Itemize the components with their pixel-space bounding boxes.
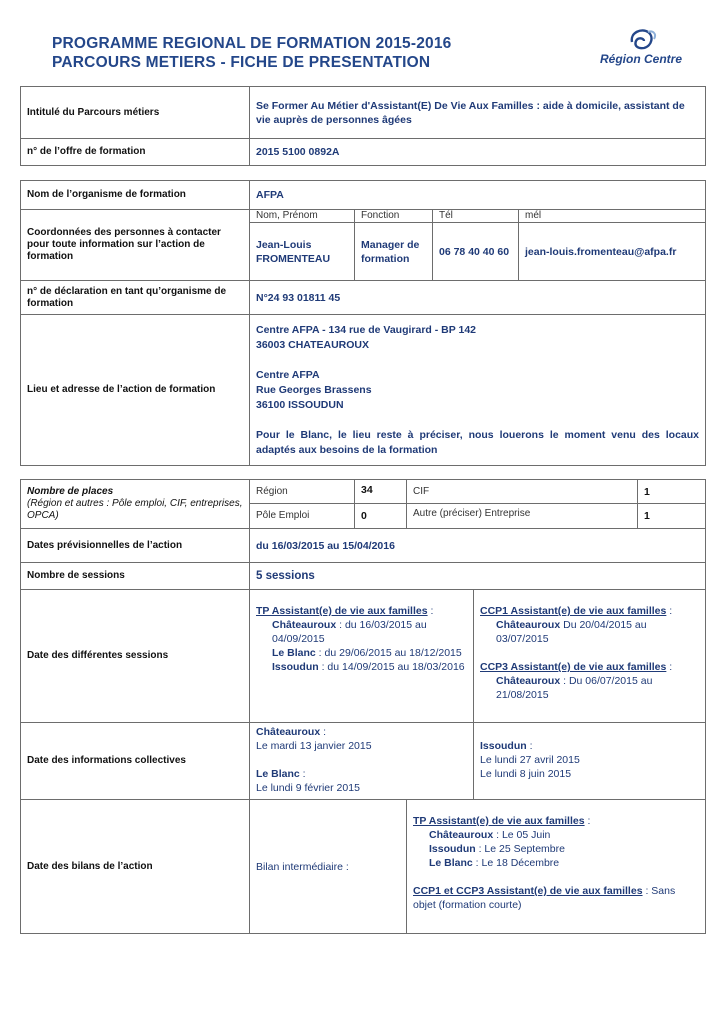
info-iss-date2: Le lundi 8 juin 2015 — [480, 768, 572, 780]
parcours-table — [20, 86, 706, 166]
contact-fonction-2: formation — [361, 252, 410, 265]
infos-right — [474, 723, 706, 800]
bilan-blanc-city: Le Blanc — [429, 857, 473, 869]
lieu-line-6: Pour le Blanc, le lieu reste à préciser, nous louerons le moment venu des locaux adaptés aux besoins de la formation — [256, 429, 699, 456]
cif-label: CIF — [407, 480, 638, 504]
page-title — [52, 34, 452, 72]
infos-left — [250, 723, 474, 800]
bilans-label: Date des bilans de l’action — [21, 800, 250, 934]
dates-label: Dates prévisionnelles de l’action — [21, 529, 250, 563]
tp-chat-dates: : du 16/03/2015 au 04/09/2015 — [272, 619, 427, 645]
autre-value: 1 — [638, 504, 706, 529]
tp-title: TP Assistant(e) de vie aux familles — [256, 605, 428, 617]
tp-iss-dates: : du 14/09/2015 au 18/03/2016 — [318, 661, 465, 673]
bilan-blanc-date: : Le 18 Décembre — [472, 857, 560, 869]
contact-prenom: Jean-Louis — [256, 238, 312, 251]
bilan-tp-colon: : — [584, 815, 591, 827]
infos-label: Date des informations collectives — [21, 723, 250, 800]
logo-text: Région Centre — [600, 52, 683, 66]
organisme-label: Nom de l’organisme de formation — [21, 181, 250, 210]
tp-chat-city: Châteauroux — [272, 619, 337, 631]
ccp3-city: Châteauroux — [496, 675, 561, 687]
info-chat-city: Châteauroux — [256, 726, 321, 738]
sessions-value: 5 sessions — [250, 563, 706, 590]
parcours-label: Intitulé du Parcours métiers — [21, 87, 250, 139]
autre-label: Autre (préciser) Entreprise — [407, 504, 638, 529]
tp-blanc-dates: : du 29/06/2015 au 18/12/2015 — [315, 647, 462, 659]
bilan-ccp-title: CCP1 et CCP3 Assistant(e) de vie aux familles — [413, 885, 643, 897]
tp-sessions — [250, 590, 474, 723]
sessions-table — [20, 479, 706, 934]
title-line-1: PROGRAMME REGIONAL DE FORMATION 2015-2016 — [52, 35, 452, 52]
ccp3-colon: : — [666, 661, 673, 673]
ccp1-title: CCP1 Assistant(e) de vie aux familles — [480, 605, 667, 617]
declaration-value: N°24 93 01811 45 — [250, 281, 706, 315]
info-blanc-date: Le lundi 9 février 2015 — [256, 782, 360, 794]
bilan-iss-date: : Le 25 Septembre — [475, 843, 565, 855]
sessions-label: Nombre de sessions — [21, 563, 250, 590]
lieu-label: Lieu et adresse de l’action de formation — [21, 315, 250, 466]
parcours-value: Se Former Au Métier d'Assistant(E) De Vie Aux Familles : aide à domicile, assistant de vie auprès de personnes âgées — [250, 87, 706, 139]
title-line-2: PARCOURS METIERS - FICHE DE PRESENTATION — [52, 54, 431, 71]
contact-nom — [250, 223, 355, 281]
contact-fonction-1: Manager de — [361, 238, 420, 251]
info-iss-date1: Le lundi 27 avril 2015 — [480, 754, 580, 766]
cif-value: 1 — [638, 480, 706, 504]
offre-label: n° de l’offre de formation — [21, 139, 250, 166]
tp-colon: : — [427, 605, 434, 617]
bilan-iss-city: Issoudun — [429, 843, 476, 855]
lieu-value — [250, 315, 706, 466]
bilans-detail — [407, 800, 706, 934]
bilan-chat-city: Châteauroux — [429, 829, 494, 841]
pole-value: 0 — [355, 504, 407, 529]
ccp1-dates: Du 20/04/2015 au 03/07/2015 — [496, 619, 647, 645]
lieu-line-5: 36100 ISSOUDUN — [256, 399, 344, 411]
header-tel: Tél — [433, 210, 519, 223]
bilan-chat-date: : Le 05 Juin — [493, 829, 551, 841]
header-fonction: Fonction — [355, 210, 433, 223]
region-label: Région — [250, 480, 355, 504]
contacts-label: Coordonnées des personnes à contacter pour toute information sur l’action de formation — [21, 210, 250, 281]
region-value: 34 — [355, 480, 407, 504]
tp-iss-city: Issoudun — [272, 661, 319, 673]
lieu-line-1: Centre AFPA - 134 rue de Vaugirard - BP 142 — [256, 324, 476, 336]
contact-fonction — [355, 223, 433, 281]
bilan-tp-title: TP Assistant(e) de vie aux familles — [413, 815, 585, 827]
info-chat-date: Le mardi 13 janvier 2015 — [256, 740, 372, 752]
places-sub: (Région et autres : Pôle emploi, CIF, entreprises, OPCA) — [27, 498, 243, 521]
bilan-ccp-text: : Sans objet (formation courte) — [413, 885, 676, 911]
info-chat-colon: : — [320, 726, 327, 738]
ccp1-colon: : — [666, 605, 673, 617]
info-blanc-colon: : — [299, 768, 306, 780]
lieu-line-2: 36003 CHATEAUROUX — [256, 339, 370, 351]
ccp3-title: CCP3 Assistant(e) de vie aux familles — [480, 661, 667, 673]
info-iss-city: Issoudun — [480, 740, 527, 752]
ccp3-dates: : Du 06/07/2015 au 21/08/2015 — [496, 675, 653, 701]
ccp-sessions — [474, 590, 706, 723]
contact-tel: 06 78 40 40 60 — [433, 223, 519, 281]
organisme-value: AFPA — [250, 181, 706, 210]
places-label: Nombre de places — [27, 486, 114, 497]
bilan-inter: Bilan intermédiaire : — [250, 800, 407, 934]
pole-label: Pôle Emploi — [250, 504, 355, 529]
lieu-line-3: Centre AFPA — [256, 369, 320, 381]
contact-nom-famille: FROMENTEAU — [256, 252, 331, 265]
tp-blanc-city: Le Blanc — [272, 647, 316, 659]
header-mel: mél — [519, 210, 706, 223]
offre-value: 2015 5100 0892A — [250, 139, 706, 166]
diff-label: Date des différentes sessions — [21, 590, 250, 723]
info-iss-colon: : — [526, 740, 533, 752]
dates-value: du 16/03/2015 au 15/04/2016 — [250, 529, 706, 563]
organisme-table — [20, 180, 706, 466]
lieu-line-4: Rue Georges Brassens — [256, 384, 372, 396]
declaration-label: n° de déclaration en tant qu’organisme de formation — [21, 281, 250, 315]
contact-mel[interactable]: jean-louis.fromenteau@afpa.fr — [519, 223, 706, 281]
info-blanc-city: Le Blanc — [256, 768, 300, 780]
ccp1-city: Châteauroux — [496, 619, 561, 631]
header-nom: Nom, Prénom — [250, 210, 355, 223]
places-label-cell — [21, 480, 250, 529]
